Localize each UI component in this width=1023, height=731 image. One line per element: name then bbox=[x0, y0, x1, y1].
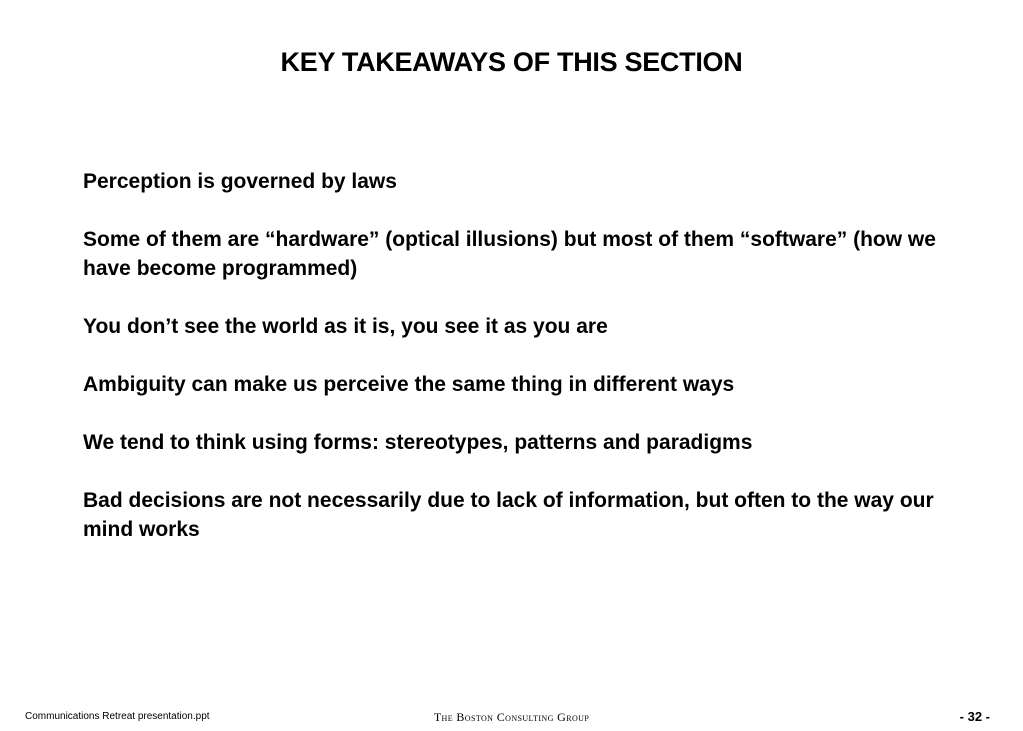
footer-file-name: Communications Retreat presentation.ppt bbox=[25, 711, 210, 722]
takeaway-item: You don’t see the world as it is, you see it as you are bbox=[83, 315, 608, 338]
slide-title: KEY TAKEAWAYS OF THIS SECTION bbox=[280, 47, 743, 77]
takeaway-item: Perception is governed by laws bbox=[83, 170, 397, 193]
takeaway-list bbox=[83, 167, 963, 573]
footer-brand: The Boston Consulting Group bbox=[433, 710, 590, 724]
takeaway-item: Bad decisions are not necessarily due to lack of information, but often to the way our mind works bbox=[83, 489, 934, 541]
takeaway-item: Ambiguity can make us perceive the same thing in different ways bbox=[83, 373, 735, 396]
takeaway-item: Some of them are “hardware” (optical illusions) but most of them “software” (how we have become programmed) bbox=[83, 228, 936, 280]
takeaway-item: We tend to think using forms: stereotypes, patterns and paradigms bbox=[83, 431, 753, 454]
page-number: - 32 - bbox=[959, 709, 990, 724]
